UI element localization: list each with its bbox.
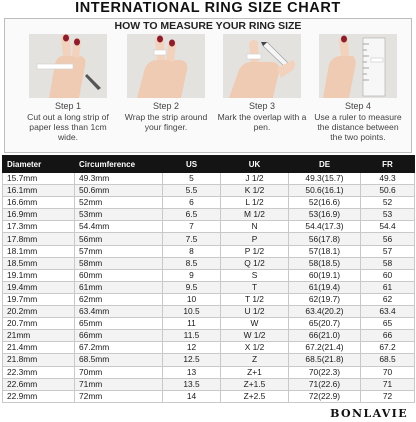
table-cell: 49.3 <box>361 173 415 185</box>
table-cell: 58mm <box>75 257 163 269</box>
step-4-title: Step 4 <box>344 101 372 111</box>
table-cell: 65 <box>361 318 415 330</box>
table-cell: P <box>221 233 289 245</box>
table-row <box>3 245 415 257</box>
table-cell: 52mm <box>75 197 163 209</box>
step-3-description: Mark the overlap with a pen. <box>217 112 307 132</box>
table-cell: 22.6mm <box>3 378 75 390</box>
table-cell: 53 <box>361 209 415 221</box>
table-cell: 11 <box>163 318 221 330</box>
step-2 <box>124 34 208 152</box>
table-cell: 10 <box>163 293 221 305</box>
table-cell: 71 <box>361 378 415 390</box>
table-row <box>3 173 415 185</box>
table-cell: 66mm <box>75 330 163 342</box>
page-title: INTERNATIONAL RING SIZE CHART <box>75 0 341 16</box>
table-row <box>3 185 415 197</box>
table-cell: 20.7mm <box>3 318 75 330</box>
table-cell: 57 <box>361 245 415 257</box>
table-row <box>3 209 415 221</box>
table-cell: 60mm <box>75 269 163 281</box>
header-uk: UK <box>221 156 289 173</box>
table-cell: 68.5mm <box>75 354 163 366</box>
table-cell: 50.6mm <box>75 185 163 197</box>
step-4 <box>314 34 402 152</box>
table-cell: 68.5 <box>361 354 415 366</box>
table-cell: 56(17.8) <box>289 233 361 245</box>
table-cell: 54.4mm <box>75 221 163 233</box>
table-cell: 53(16.9) <box>289 209 361 221</box>
table-cell: 17.8mm <box>3 233 75 245</box>
table-cell: N <box>221 221 289 233</box>
table-cell: 67.2mm <box>75 342 163 354</box>
table-cell: 67.2 <box>361 342 415 354</box>
table-cell: 57(18.1) <box>289 245 361 257</box>
table-cell: 70(22.3) <box>289 366 361 378</box>
table-cell: K 1/2 <box>221 185 289 197</box>
step-1-title: Step 1 <box>54 101 82 111</box>
table-cell: 20.2mm <box>3 306 75 318</box>
table-cell: 58(18.5) <box>289 257 361 269</box>
table-cell: 65mm <box>75 318 163 330</box>
table-cell: Z+1.5 <box>221 378 289 390</box>
table-cell: 56 <box>361 233 415 245</box>
table-cell: 19.7mm <box>3 293 75 305</box>
table-cell: 8.5 <box>163 257 221 269</box>
table-row <box>3 342 415 354</box>
measure-steps-panel <box>4 18 412 153</box>
table-cell: 21.4mm <box>3 342 75 354</box>
table-cell: 61mm <box>75 281 163 293</box>
table-cell: 8 <box>163 245 221 257</box>
table-cell: U 1/2 <box>221 306 289 318</box>
table-cell: 9 <box>163 269 221 281</box>
table-header-row <box>3 156 415 173</box>
table-cell: 19.1mm <box>3 269 75 281</box>
table-cell: 54.4(17.3) <box>289 221 361 233</box>
table-cell: 15.7mm <box>3 173 75 185</box>
table-cell: 56mm <box>75 233 163 245</box>
table-row <box>3 269 415 281</box>
header-de: DE <box>289 156 361 173</box>
table-cell: 63.4(20.2) <box>289 306 361 318</box>
step-4-photo <box>319 34 397 98</box>
table-cell: 9.5 <box>163 281 221 293</box>
table-cell: 66 <box>361 330 415 342</box>
table-cell: 57mm <box>75 245 163 257</box>
table-cell: T <box>221 281 289 293</box>
table-cell: W <box>221 318 289 330</box>
step-3 <box>217 34 307 152</box>
table-cell: 13 <box>163 366 221 378</box>
table-cell: 71(22.6) <box>289 378 361 390</box>
table-cell: 14 <box>163 390 221 402</box>
table-row <box>3 306 415 318</box>
table-cell: 17.3mm <box>3 221 75 233</box>
table-row <box>3 281 415 293</box>
table-body <box>3 173 415 403</box>
table-cell: 19.4mm <box>3 281 75 293</box>
table-cell: 6.5 <box>163 209 221 221</box>
table-cell: 11.5 <box>163 330 221 342</box>
table-cell: 21mm <box>3 330 75 342</box>
table-cell: 61(19.4) <box>289 281 361 293</box>
step-3-photo <box>223 34 301 98</box>
header-diameter: Diameter <box>3 156 75 173</box>
step-1-description: Cut out a long strip of paper less than 1cm wide. <box>27 112 109 142</box>
ring-size-table <box>2 155 415 403</box>
table-row <box>3 378 415 390</box>
table-cell: 5 <box>163 173 221 185</box>
table-cell: Q 1/2 <box>221 257 289 269</box>
step-1-photo <box>29 34 107 98</box>
table-cell: 63.4mm <box>75 306 163 318</box>
table-cell: 63.4 <box>361 306 415 318</box>
table-cell: 6 <box>163 197 221 209</box>
table-cell: 66(21.0) <box>289 330 361 342</box>
step-2-photo <box>127 34 205 98</box>
table-cell: J 1/2 <box>221 173 289 185</box>
table-cell: 70 <box>361 366 415 378</box>
header-us: US <box>163 156 221 173</box>
table-cell: 50.6 <box>361 185 415 197</box>
table-row <box>3 354 415 366</box>
step-2-title: Step 2 <box>152 101 180 111</box>
table-cell: Z <box>221 354 289 366</box>
table-row <box>3 197 415 209</box>
table-cell: 7 <box>163 221 221 233</box>
table-cell: 13.5 <box>163 378 221 390</box>
step-3-title: Step 3 <box>248 101 276 111</box>
table-cell: 7.5 <box>163 233 221 245</box>
table-cell: X 1/2 <box>221 342 289 354</box>
table-cell: 61 <box>361 281 415 293</box>
table-cell: 53mm <box>75 209 163 221</box>
step-2-description: Wrap the strip around your finger. <box>124 112 208 132</box>
table-cell: 72mm <box>75 390 163 402</box>
table-cell: Z+2.5 <box>221 390 289 402</box>
table-row <box>3 221 415 233</box>
table-row <box>3 293 415 305</box>
table-cell: 70mm <box>75 366 163 378</box>
table-cell: 58 <box>361 257 415 269</box>
table-row <box>3 257 415 269</box>
table-cell: 18.1mm <box>3 245 75 257</box>
table-cell: 5.5 <box>163 185 221 197</box>
table-row <box>3 330 415 342</box>
table-cell: 12 <box>163 342 221 354</box>
table-cell: 16.1mm <box>3 185 75 197</box>
table-cell: 68.5(21.8) <box>289 354 361 366</box>
table-cell: 67.2(21.4) <box>289 342 361 354</box>
table-cell: 52 <box>361 197 415 209</box>
table-cell: 62mm <box>75 293 163 305</box>
table-cell: S <box>221 269 289 281</box>
table-cell: 60(19.1) <box>289 269 361 281</box>
table-cell: W 1/2 <box>221 330 289 342</box>
table-row <box>3 318 415 330</box>
table-cell: 62(19.7) <box>289 293 361 305</box>
table-cell: 12.5 <box>163 354 221 366</box>
table-cell: 65(20.7) <box>289 318 361 330</box>
table-row <box>3 390 415 402</box>
table-cell: 50.6(16.1) <box>289 185 361 197</box>
table-cell: M 1/2 <box>221 209 289 221</box>
table-cell: 22.9mm <box>3 390 75 402</box>
table-cell: 71mm <box>75 378 163 390</box>
table-cell: L 1/2 <box>221 197 289 209</box>
table-cell: 22.3mm <box>3 366 75 378</box>
table-cell: Z+1 <box>221 366 289 378</box>
steps-heading: HOW TO MEASURE YOUR RING SIZE <box>114 20 302 32</box>
table-cell: 49.3(15.7) <box>289 173 361 185</box>
table-cell: T 1/2 <box>221 293 289 305</box>
table-cell: 49.3mm <box>75 173 163 185</box>
step-1 <box>29 34 107 152</box>
table-cell: 10.5 <box>163 306 221 318</box>
table-cell: 72(22.9) <box>289 390 361 402</box>
table-cell: 18.5mm <box>3 257 75 269</box>
header-circumference: Circumference <box>75 156 163 173</box>
table-cell: 54.4 <box>361 221 415 233</box>
table-cell: 72 <box>361 390 415 402</box>
table-cell: P 1/2 <box>221 245 289 257</box>
table-row <box>3 233 415 245</box>
table-cell: 21.8mm <box>3 354 75 366</box>
brand-logo: BONLAVIE <box>330 407 408 420</box>
table-cell: 16.9mm <box>3 209 75 221</box>
step-4-description: Use a ruler to measure the distance between the two points. <box>314 112 402 142</box>
table-cell: 16.6mm <box>3 197 75 209</box>
table-cell: 62 <box>361 293 415 305</box>
table-cell: 60 <box>361 269 415 281</box>
table-row <box>3 366 415 378</box>
table-cell: 52(16.6) <box>289 197 361 209</box>
header-fr: FR <box>361 156 415 173</box>
